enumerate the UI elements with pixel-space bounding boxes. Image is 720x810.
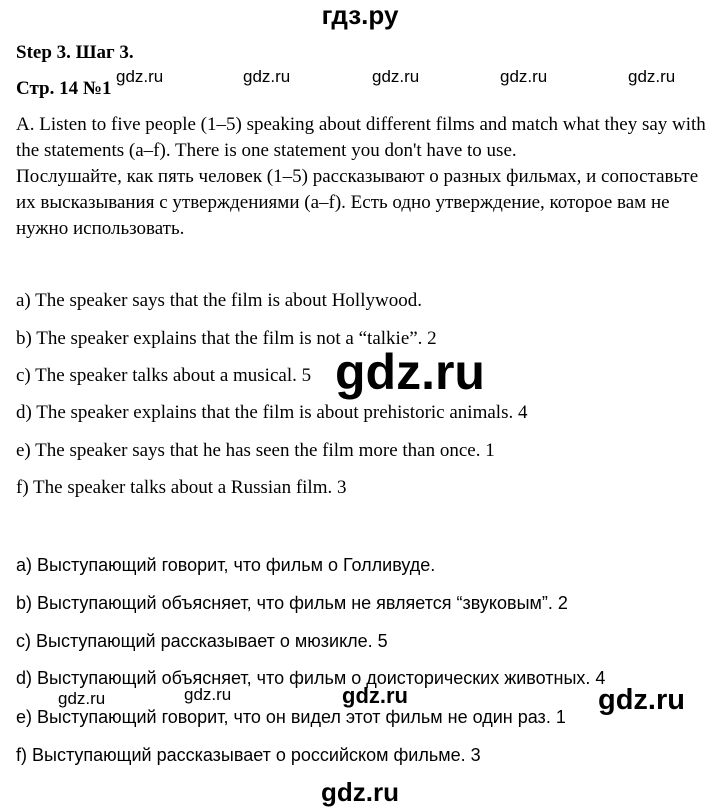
- footer-watermark: gdz.ru: [321, 777, 399, 807]
- page-reference-heading: Стр. 14 №1: [16, 78, 112, 99]
- answer-en-e: e) The speaker says that he has seen the film more than once. 1: [16, 440, 495, 461]
- answer-ru-a: a) Выступающий говорит, что фильм о Голливуде.: [16, 555, 436, 575]
- answer-ru-f: f) Выступающий рассказывает о российском фильме. 3: [16, 745, 481, 765]
- answer-en-c: c) The speaker talks about a musical. 5: [16, 365, 312, 386]
- watermark-small: gdz.ru: [184, 685, 232, 704]
- task-instructions: [16, 112, 706, 242]
- answer-en-b: b) The speaker explains that the film is not a “talkie”. 2: [16, 328, 437, 349]
- answer-en-a: a) The speaker says that the film is about Hollywood.: [16, 290, 422, 311]
- watermark-small: gdz.ru: [116, 67, 164, 86]
- answer-en-f: f) The speaker talks about a Russian film. 3: [16, 477, 347, 498]
- watermark-small: gdz.ru: [58, 689, 106, 708]
- watermark-medium: gdz.ru: [598, 684, 685, 716]
- task-english: A. Listen to five people (1–5) speaking about different films and match what they say with the statements (a–f). There is one statement you don't have to use.: [16, 114, 706, 161]
- watermark-medium: gdz.ru: [342, 683, 408, 708]
- watermark-large: gdz.ru: [335, 344, 485, 400]
- watermark-small: gdz.ru: [500, 67, 548, 86]
- answer-ru-d: d) Выступающий объясняет, что фильм о доисторических животных. 4: [16, 668, 606, 688]
- step-heading: Step 3. Шаг 3.: [16, 42, 134, 63]
- answer-ru-b: b) Выступающий объясняет, что фильм не является “звуковым”. 2: [16, 593, 568, 613]
- watermark-small: gdz.ru: [243, 67, 291, 86]
- task-russian: Послушайте, как пять человек (1–5) рассказывают о разных фильмах, и сопоставьте их высказывания с утверждениями (a–f). Есть одно утверждение, которое вам не нужно использовать.: [16, 166, 699, 239]
- answer-ru-c: c) Выступающий рассказывает о мюзикле. 5: [16, 631, 388, 651]
- site-header-title: гдз.ру: [321, 0, 399, 30]
- answer-en-d: d) The speaker explains that the film is about prehistoric animals. 4: [16, 402, 528, 423]
- watermark-small: gdz.ru: [628, 67, 676, 86]
- answer-ru-e: e) Выступающий говорит, что он видел этот фильм не один раз. 1: [16, 707, 566, 727]
- watermark-small: gdz.ru: [372, 67, 420, 86]
